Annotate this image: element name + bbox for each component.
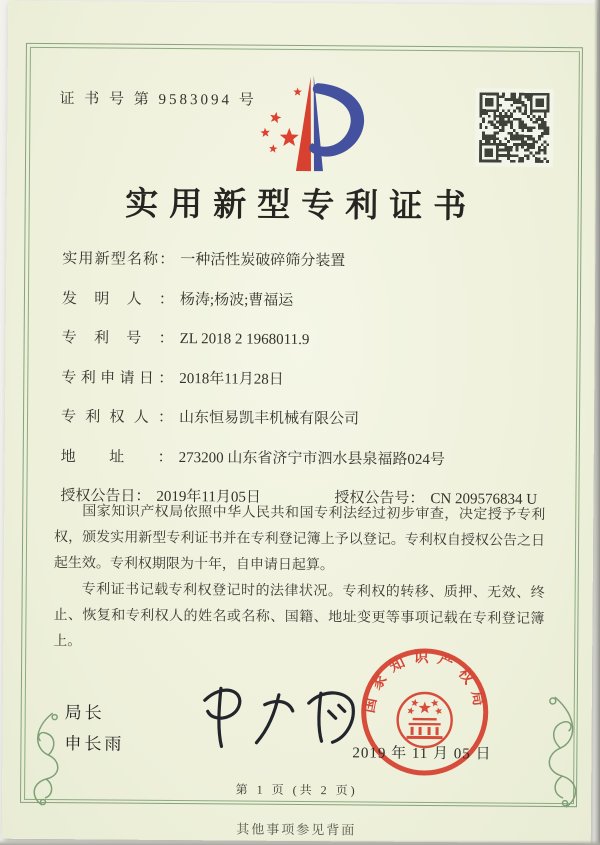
- field-patentee: [61, 405, 561, 448]
- field-label: 专利申请日：: [61, 369, 174, 387]
- field-address: [61, 445, 561, 488]
- commissioner-block: [64, 697, 124, 759]
- cnipa-logo-icon: [253, 71, 374, 178]
- field-patent-number: [61, 326, 561, 369]
- field-value: ZL 2018 2 1968011.9: [179, 331, 310, 349]
- field-label: 实用新型名称：: [62, 251, 175, 269]
- grant-number: CN 209576834 U: [430, 491, 538, 508]
- national-emblem-icon: [397, 693, 451, 747]
- commissioner-name: 申长雨: [64, 734, 125, 754]
- field-value: 杨涛;杨波;曹福运: [179, 291, 294, 309]
- seal-text: 国家知识产权局: [361, 649, 488, 716]
- field-value: 273200 山东省济宁市泗水县泉福路024号: [178, 449, 446, 468]
- field-label: 专利权人：: [60, 409, 174, 427]
- field-label: 专利号：: [61, 330, 174, 348]
- field-label: 发明人：: [61, 290, 175, 308]
- field-patent-name: [62, 247, 562, 290]
- certificate-number: 证 书 号 第 9583094 号: [59, 91, 257, 109]
- field-value: 一种活性炭破碎筛分装置: [180, 252, 346, 270]
- field-inventors: [62, 287, 562, 330]
- certificate-title: 实用新型专利证书: [125, 186, 478, 226]
- field-value: 山东恒易凯丰机械有限公司: [178, 410, 360, 428]
- paragraph-grant-statement: 国家知识产权局依照中华人民共和国专利法经过初步审查，决定授予专利权，颁发实用新型专利证书并在专利登记簿上予以登记。专利权自授权公告之日起生效。专利权期限为十年，自申请日起算。: [53, 504, 546, 574]
- page-number: 第 1 页 (共 2 页): [235, 782, 358, 798]
- floral-ornament-left-icon: [22, 709, 69, 814]
- seal-date: 2019 年 11 月 05 日: [352, 745, 492, 763]
- paragraph-register-statement: 专利证书记载专利权登记时的法律状况。专利权的转移、质押、无效、终止、恢复和专利权人的姓名或名称、国籍、地址变更等事项记载在专利登记簿上。: [53, 582, 545, 650]
- field-label: 地址：: [60, 448, 173, 466]
- scan-edge-shadow-bottom: [0, 840, 600, 845]
- grant-date-label: 授权公告日：: [60, 488, 151, 505]
- certificate-page: [2, 1, 598, 844]
- field-value: 2018年11月28日: [179, 370, 284, 388]
- scan-edge-shadow-right: [594, 0, 600, 845]
- commissioner-title: 局长: [64, 703, 105, 723]
- back-side-note: 其他事项参见背面: [236, 821, 357, 838]
- grant-date: 2019年11月05日: [156, 488, 261, 506]
- patent-fields: [60, 247, 562, 528]
- official-seal: [344, 633, 505, 799]
- qr-code: [475, 88, 554, 167]
- grant-number-label: 授权公告号：: [334, 490, 425, 507]
- field-filing-date: [61, 366, 561, 409]
